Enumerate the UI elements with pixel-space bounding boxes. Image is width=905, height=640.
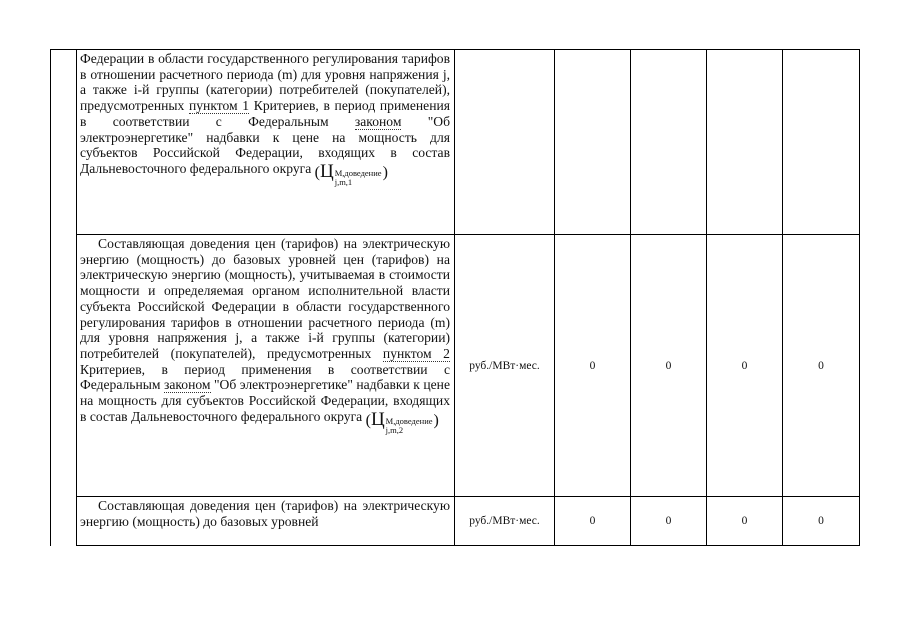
description-text: Федерации в области государственного регулирования тарифов в отношении расчетного периода (m) для уровня напряжения j, а также i-й группы (категории) потребителей (покупателей), предусмотренных	[80, 51, 450, 114]
table-row	[51, 497, 860, 546]
price-formula	[314, 160, 388, 187]
value-cell: 0	[555, 235, 631, 497]
criteria-point-link[interactable]: пунктом 2	[382, 345, 450, 361]
table-row	[51, 50, 860, 235]
tariff-table	[50, 49, 860, 546]
row-number-cell	[51, 50, 77, 546]
value-cell	[631, 50, 707, 235]
value-cell: 0	[783, 235, 860, 497]
unit-cell: руб./МВт·мес.	[455, 235, 555, 497]
value-cell: 0	[631, 497, 707, 546]
formula-paren-open: (	[314, 163, 320, 181]
law-link[interactable]: законом	[354, 113, 402, 129]
description-text: "Об электроэнергетике" надбавки к цене на мощность для субъектов Российской Федерации, входящих в состав Дальневосточного федерального округа	[80, 113, 451, 176]
formula-symbol: Ц	[370, 408, 385, 430]
value-cell	[555, 50, 631, 235]
value-cell: 0	[555, 497, 631, 546]
value-cell: 0	[631, 235, 707, 497]
description-text: Составляющая доведения цен (тарифов) на электрическую энергию (мощность) до базовых уровней цен (тарифов) на электрическую энергию (мощность), учитываемая в стоимости мощности и определяемая органом исполнительной власти субъекта Российской Федерации в области государственного регулирования тарифов в отношении расчетного периода (m) для уровня напряжения j, а также i-й группы (категории) потребителей (покупателей), предусмотренных	[80, 236, 450, 361]
criteria-point-link[interactable]: пунктом 1	[188, 98, 250, 114]
formula-subscript: j,m,2	[385, 424, 404, 435]
description-cell	[77, 235, 455, 497]
value-cell: 0	[707, 235, 783, 497]
formula-superscript: М,доведение	[385, 415, 433, 426]
description-cell	[77, 50, 455, 235]
description-text: Критериев, в период применения в соответствии с Федеральным	[80, 98, 450, 129]
formula-symbol: Ц	[319, 160, 334, 182]
unit-cell	[455, 50, 555, 235]
table-row	[51, 235, 860, 497]
value-cell: 0	[707, 497, 783, 546]
formula-paren-close: )	[433, 411, 439, 429]
law-link[interactable]: законом	[163, 377, 211, 393]
description-text: Составляющая доведения цен (тарифов) на электрическую энергию (мощность) до базовых уровней	[80, 498, 450, 529]
description-cell	[77, 497, 455, 546]
formula-paren-close: )	[382, 163, 388, 181]
formula-subscript: j,m,1	[334, 176, 353, 187]
description-text: Критериев, в период применения в соответствии с Федеральным	[80, 361, 450, 393]
formula-superscript: М,доведение	[334, 167, 382, 178]
formula-paren-open: (	[365, 411, 371, 429]
unit-cell: руб./МВт·мес.	[455, 497, 555, 546]
value-cell	[783, 50, 860, 235]
value-cell	[707, 50, 783, 235]
price-formula	[365, 408, 439, 435]
description-text: "Об электроэнергетике" надбавки к цене на мощность для субъектов Российской Федерации, входящих в состав Дальневосточного федерального округа	[80, 377, 450, 424]
value-cell: 0	[783, 497, 860, 546]
